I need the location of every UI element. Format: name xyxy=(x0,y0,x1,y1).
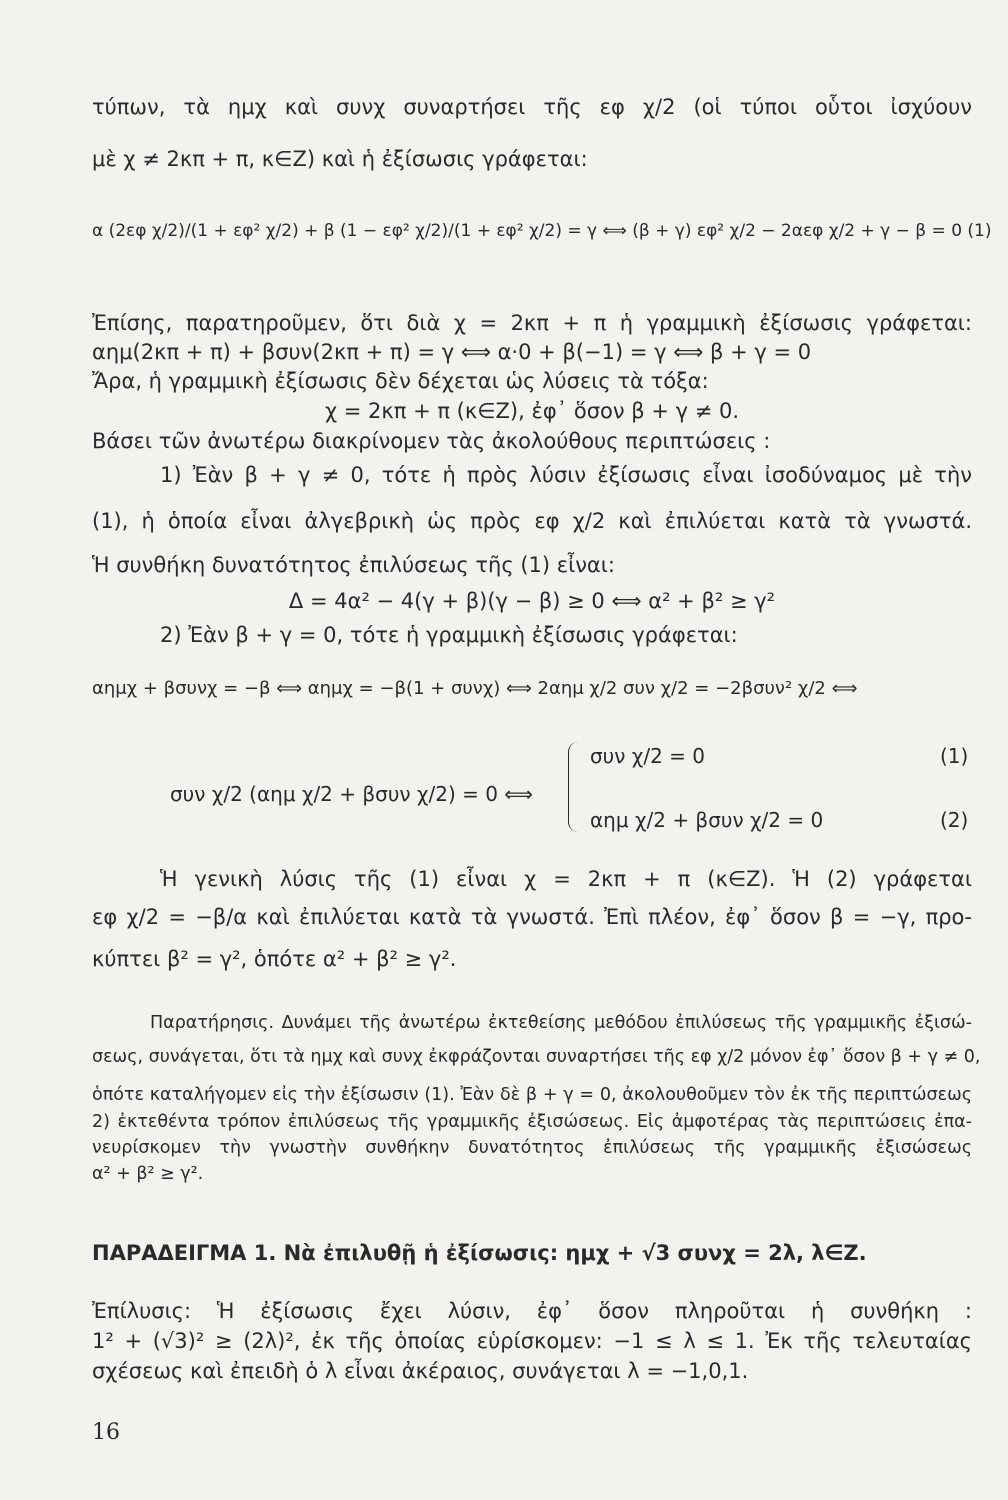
equation-line: αημ(2κπ + π) + βσυν(2κπ + π) = γ ⟺ α·0 + β(−1) = γ ⟺ β + γ = 0 xyxy=(92,340,812,364)
solution-line: Ἐπίλυσις: Ἡ ἐξίσωσις ἔχει λύσιν, ἐφ᾽ ὅσον πληροῦται ἡ συνθήκη : xyxy=(92,1299,972,1323)
text-line: Ἡ συνθήκη δυνατότητος ἐπιλύσεως τῆς (1) εἶναι: xyxy=(92,553,615,577)
text-line: 1) Ἐὰν β + γ ≠ 0, τότε ἡ πρὸς λύσιν ἐξίσωσις εἶναι ἰσοδύναμος μὲ τὴν xyxy=(160,463,972,487)
text-line: τύπων, τὰ ημχ καὶ συνχ συναρτήσει τῆς εφ χ/2 (οἱ τύποι οὗτοι ἰσχύουν xyxy=(92,95,972,119)
text-line: μὲ χ ≠ 2κπ + π, κ∈Z) καὶ ἡ ἐξίσωσις γράφεται: xyxy=(92,147,588,171)
equation-line: Δ = 4α² − 4(γ + β)(γ − β) ≥ 0 ⟺ α² + β² ≥ γ² xyxy=(288,589,776,613)
equation-line: χ = 2κπ + π (κ∈Z), ἐφ᾽ ὅσον β + γ ≠ 0. xyxy=(324,399,740,423)
solution-line: σχέσεως καὶ ἐπειδὴ ὁ λ εἶναι ἀκέραιος, συνάγεται λ = −1,0,1. xyxy=(92,1359,749,1383)
solution-line: 1² + (√3)² ≥ (2λ)², ἐκ τῆς ὁποίας εὑρίσκομεν: −1 ≤ λ ≤ 1. Ἐκ τῆς τελευταίας xyxy=(92,1329,972,1353)
text-line: εφ χ/2 = −β/α καὶ ἐπιλύεται κατὰ τὰ γνωστά. Ἐπὶ πλέον, ἐφ᾽ ὅσον β = −γ, προ- xyxy=(92,905,972,929)
remark-line: σεως, συνάγεται, ὅτι τὰ ημχ καὶ συνχ ἐκφράζονται συναρτήσει τῆς εφ χ/2 μόνον ἐφ᾽ ὅσον β + γ ≠ 0, xyxy=(92,1047,981,1067)
text-line: Ἐπίσης, παρατηροῦμεν, ὅτι διὰ χ = 2κπ + π ἡ γραμμικὴ ἐξίσωσις γράφεται: xyxy=(92,311,972,335)
example-heading: ΠΑΡΑΔΕΙΓΜΑ 1. Νὰ ἐπιλυθῇ ἡ ἐξίσωσις: ημχ + √3 συνχ = 2λ, λ∈Z. xyxy=(92,1241,867,1265)
equation-line: α (2εφ χ/2)/(1 + εφ² χ/2) + β (1 − εφ² χ/2)/(1 + εφ² χ/2) = γ ⟺ (β + γ) εφ² χ/2 − 2αεφ χ/2 + γ − β = 0 (1) xyxy=(92,221,992,241)
text-line: Ἡ γενικὴ λύσις τῆς (1) εἶναι χ = 2κπ + π (κ∈Z). Ἡ (2) γράφεται xyxy=(160,867,972,891)
text-line: Βάσει τῶν ἀνωτέρω διακρίνομεν τὰς ἀκολούθους περιπτώσεις : xyxy=(92,429,771,453)
equation-left: συν χ/2 (αημ χ/2 + βσυν χ/2) = 0 ⟺ xyxy=(170,782,533,806)
system-eq-2-number: (2) xyxy=(940,808,969,832)
text-line: (1), ἡ ὁποία εἶναι ἀλγεβρικὴ ὡς πρὸς εφ χ/2 καὶ ἐπιλύεται κατὰ τὰ γνωστά. xyxy=(92,509,972,533)
text-line: 2) Ἐὰν β + γ = 0, τότε ἡ γραμμικὴ ἐξίσωσις γράφεται: xyxy=(160,623,738,647)
system-brace xyxy=(568,742,583,832)
system-eq-2: αημ χ/2 + βσυν χ/2 = 0 xyxy=(590,808,824,832)
remark-line: νευρίσκομεν τὴν γνωστὴν συνθήκην δυνατότητος ἐπιλύσεως τῆς γραμμικῆς ἐξισώσεως xyxy=(92,1138,972,1158)
remark-line: 2) ἐκτεθέντα τρόπον ἐπιλύσεως τῆς γραμμικῆς ἐξισώσεως. Εἰς ἀμφοτέρας τὰς περιπτώσεις ἐπα- xyxy=(92,1112,972,1132)
equation-line: αημχ + βσυνχ = −β ⟺ αημχ = −β(1 + συνχ) ⟺ 2αημ χ/2 συν χ/2 = −2βσυν² χ/2 ⟺ xyxy=(92,678,858,699)
remark-line: α² + β² ≥ γ². xyxy=(92,1164,204,1184)
system-eq-1: συν χ/2 = 0 xyxy=(590,744,705,768)
remark-line: ὁπότε καταλήγομεν εἰς τὴν ἐξίσωσιν (1). Ἐὰν δὲ β + γ = 0, ἀκολουθοῦμεν τὸν ἐκ τῆς περιπτώσεως xyxy=(92,1085,972,1105)
page-number: 16 xyxy=(92,1420,120,1445)
remark-line: Παρατήρησις. Δυνάμει τῆς ἀνωτέρω ἐκτεθείσης μεθόδου ἐπιλύσεως τῆς γραμμικῆς ἐξισώ- xyxy=(150,1013,972,1033)
system-eq-1-number: (1) xyxy=(940,744,969,768)
text-line: κύπτει β² = γ², ὁπότε α² + β² ≥ γ². xyxy=(92,947,457,971)
text-line: Ἄρα, ἡ γραμμικὴ ἐξίσωσις δὲν δέχεται ὡς λύσεις τὰ τόξα: xyxy=(92,369,709,393)
